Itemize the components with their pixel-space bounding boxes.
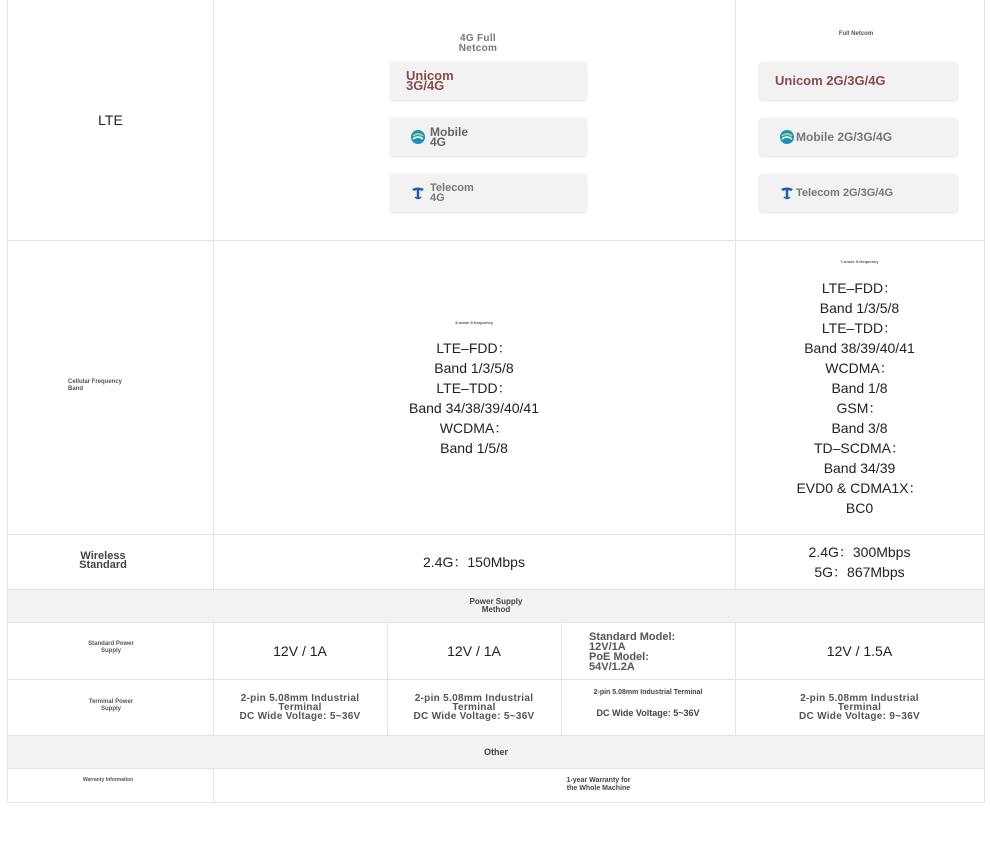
- spec-table: [7, 0, 985, 803]
- standard-power-c1: 12V / 1A: [273, 642, 327, 659]
- cellular-col2: [735, 240, 984, 534]
- band-line: LTE–TDD：: [436, 380, 512, 396]
- standard-power-c2: 12V / 1A: [447, 642, 501, 659]
- band-line: WCDMA：: [439, 420, 509, 436]
- band-line: Band 34/39: [823, 460, 896, 476]
- cellular-col1: [213, 240, 735, 534]
- cellular-col1-header: 3-mode 9-frequency: [454, 320, 493, 325]
- band-line: Band 38/39/40/41: [804, 340, 915, 356]
- terminal-power-c3-line: DC Wide Voltage: 5~36V: [596, 708, 700, 718]
- band-line: Band 1/8: [831, 380, 888, 396]
- band-line: LTE–FDD：: [436, 340, 512, 356]
- band-line: EVD0 & CDMA1X：: [796, 480, 923, 496]
- terminal-power-label: Terminal Power Supply: [88, 699, 134, 712]
- band-line: GSM：: [836, 400, 883, 416]
- cellular-col2-header: 7-mode 9-frequency: [840, 259, 879, 264]
- warranty-value: 1-year Warranty for the Whole Machine: [566, 777, 631, 792]
- standard-power-c3: Standard Model: 12V/1A PoE Model: 54V/1.2A: [589, 631, 676, 673]
- lte-col2-header: Full Netcom: [838, 30, 874, 37]
- cellular-col2-lines: [735, 278, 984, 518]
- band-line: Band 3/8: [831, 420, 888, 436]
- carrier-card-telecom-4g: [390, 174, 587, 212]
- lte-row-label: LTE: [98, 112, 123, 128]
- carrier-card-unicom-4g: [390, 62, 587, 100]
- carrier-name: Telecom 4G: [430, 182, 474, 204]
- lte-col1-header: 4G Full Netcom: [458, 33, 498, 54]
- terminal-power-c4: 2-pin 5.08mm Industrial Terminal DC Wide Voltage: 9~36V: [798, 692, 921, 722]
- carrier-name: Mobile 2G/3G/4G: [796, 130, 893, 144]
- carrier-card-mobile-4g: [390, 118, 587, 156]
- band-line: LTE–FDD：: [821, 280, 898, 296]
- china-telecom-icon: [779, 185, 795, 201]
- standard-power-label: Standard Power Supply: [88, 641, 134, 654]
- terminal-power-c3-line: 2-pin 5.08mm Industrial Terminal: [593, 689, 703, 696]
- carrier-name: Unicom 2G/3G/4G: [775, 73, 886, 88]
- warranty-label: Warranty Information: [82, 776, 134, 783]
- wireless-col2: [735, 542, 984, 582]
- carrier-name: Unicom 3G/4G: [406, 68, 454, 93]
- band-line: LTE–TDD：: [821, 320, 898, 336]
- carrier-card-telecom-full: [759, 174, 958, 212]
- terminal-power-c3: [561, 689, 735, 717]
- carrier-name: Mobile 4G: [430, 125, 468, 149]
- power-section-title: Power Supply Method: [469, 596, 523, 614]
- band-line: TD–SCDMA：: [813, 440, 905, 456]
- wireless-col2-line: 2.4G：300Mbps: [808, 544, 911, 560]
- other-section-title: Other: [483, 746, 508, 757]
- band-line: Band 1/3/5/8: [434, 360, 514, 376]
- carrier-card-unicom-full: [759, 62, 958, 100]
- china-mobile-icon: [779, 129, 795, 145]
- terminal-power-c1: 2-pin 5.08mm Industrial Terminal DC Wide Voltage: 5~36V: [239, 692, 361, 722]
- wireless-col2-line: 5G：867Mbps: [814, 564, 905, 580]
- band-line: BC0: [845, 500, 874, 516]
- band-line: Band 34/38/39/40/41: [408, 400, 539, 416]
- wireless-row-label: Wireless Standard: [79, 550, 127, 571]
- carrier-name: Telecom 2G/3G/4G: [796, 187, 894, 199]
- cellular-row-label: Cellular Frequency Band: [68, 379, 123, 392]
- band-line: WCDMA：: [825, 360, 894, 376]
- band-line: Band 1/5/8: [440, 440, 508, 456]
- china-mobile-icon: [410, 129, 426, 145]
- terminal-power-c2: 2-pin 5.08mm Industrial Terminal DC Wide Voltage: 5~36V: [413, 692, 535, 722]
- carrier-card-mobile-full: [759, 118, 958, 156]
- china-telecom-icon: [410, 185, 426, 201]
- standard-power-c4: 12V / 1.5A: [826, 642, 893, 659]
- cellular-col1-lines: [213, 338, 735, 458]
- wireless-col1-value: 2.4G：150Mbps: [423, 553, 525, 570]
- band-line: Band 1/3/5/8: [819, 300, 900, 316]
